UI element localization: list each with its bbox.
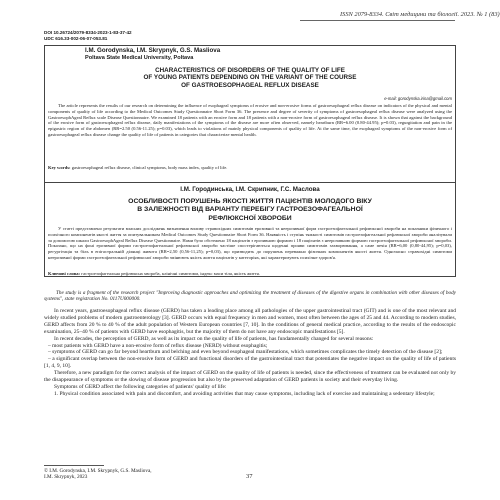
udc-line: UDC 616.33-002-06-07-053.81 <box>44 36 108 42</box>
body-paragraph: 1. Physical condition associated with pain and discomfort, and avoiding activities that may cause symptoms, including lack of exercise and maintaining a sedentary lifestyle; <box>54 390 435 397</box>
english-authors: I.M. Gorodynska, I.M. Skrypnyk, G.S. Masliova <box>85 47 221 54</box>
english-title-line: OF YOUNG PATIENTS DEPENDING ON THE VARIANT OF THE COURSE <box>143 74 357 82</box>
keywords-label: Ключові слова: <box>48 271 81 276</box>
ukrainian-abstract: У статті представлено результати власних досліджень визначення впливу стравохідних симптомів ерозивної та неерозивної форм гастроезофагеальної рефлюксної хвороби на показники фізичного і психічного компонентів якості життя за опитувальником Medical Outcomes Study Questionnaire Short Form 36. Наявність і ступінь тяжкості симптомів гастроезофагеальної рефлюксної хвороби аналізували за допомогою шкали GastroesophAgeal Reflux Disease Questionnaire. Нами було обстежено 18 пацієнтів з ерозивною формою і 18 пацієнтів з неерозивною формою гастроезофагеальної рефлюксної хвороби. Показано, що на фоні ерозивної форми гастроезофагеальної рефлюксної хвороби частіше спостерігаються щоденні прояви симптомів захворювання, а саме печія (RR=6,00 (0,80-44,95); p=0,03), регургітація та біль в епігастральній ділянці живота (RR=2,50 (0,56-11,25); p=0,03), що призводить до порушень переважно фізичних компонентів якості життя. Одночасно стравохідні симптоми неерозивної форми гастроезофагеальної рефлюксної хвороби змінюють якість життя пацієнтів у категоріях, які характеризують психічне здоров'я. <box>48 226 452 260</box>
body-bullet: – a significant overlap between the non-erosive form of GERD and functional disorders of the gastrointestinal tract that potentiates the negative impact on the quality of life of patients [1, 4, 9, 10]. <box>44 356 456 370</box>
doi-line: DOI 10.26724/2079-8334-2023-1-83-37-42 <box>44 30 132 35</box>
ukrainian-title-line: ОСОБЛИВОСТІ ПОРУШЕНЬ ЯКОСТІ ЖИТТЯ ПАЦІЄНТІВ МОЛОДОГО ВІКУ <box>128 198 372 205</box>
ukrainian-title-line: В ЗАЛЕЖНОСТІ ВІД ВАРІАНТУ ПЕРЕБІГУ ГАСТРОЕЗОФАГЕАЛЬНОЇ <box>137 206 363 214</box>
identifier-block <box>44 30 132 42</box>
footer-rule <box>44 465 104 466</box>
ukrainian-keywords <box>48 271 452 277</box>
article-body <box>44 308 456 398</box>
keywords-text: гастроезофагеальна рефлюксна хвороба, клінічні симптоми, індекс маси тіла, якість життя. <box>81 271 260 276</box>
page-number: 37 <box>246 473 253 480</box>
ukrainian-title <box>48 198 452 223</box>
body-bullet: – symptoms of GERD can go far beyond heartburn and belching and even beyond esophageal manifestations, which sometimes complicates the timely detection of the disease [2]; <box>48 349 443 356</box>
body-paragraph: Therefore, a new paradigm for the correct analysis of the impact of GERD on the quality of life of patients is needed, since the effectiveness of treatment can be evaluated not only by the disappearance of symptoms or the slowing of disease progression but also by the preserved adaptation of GERD patients in society and their everyday living. <box>44 370 456 384</box>
journal-header: ISSN 2079-8334. Світ медицини та біології. 2023. № 1 (83) <box>340 11 500 18</box>
keywords-text: gastroesophageal reflux disease, clinical symptoms, body mass index, quality of life. <box>71 165 228 170</box>
author-email: e-mail: gorodynska.irina@gmail.com <box>384 96 452 101</box>
ukrainian-title-line: РЕФЛЮКСНОЇ ХВОРОБИ <box>208 214 292 222</box>
body-paragraph: In recent decades, the perception of GERD, as well as its impact on the quality of life of patients, has fundamentally changed for several reasons: <box>54 335 374 342</box>
body-paragraph: Symptoms of GERD affect the following categories of patients' quality of life: <box>54 383 227 390</box>
keywords-label: Key words: <box>48 165 71 170</box>
english-affiliation: Poltava State Medical University, Poltava <box>85 55 194 61</box>
english-keywords <box>48 165 452 171</box>
copyright-line: © I.M. Gorodynska, I.M. Skrypnyk, G.S. Masliova, <box>44 468 152 474</box>
abstract-divider <box>44 182 456 183</box>
english-title-line: CHARACTERISTICS OF DISORDERS OF THE QUALITY OF LIFE <box>155 67 345 74</box>
research-connection-note: The study is a fragment of the research project "Improving diagnostic approaches and optimizing the treatment of diseases of the digestive organs in combination with other diseases of body systems", state registration No. 0117U000000. <box>44 290 456 303</box>
ukrainian-authors: І.М. Городинська, І.М. Скрипник, Г.С. Маслова <box>180 186 320 193</box>
english-title <box>48 67 452 89</box>
copyright-line: I.M. Skrypnyk, 2023 <box>44 474 88 481</box>
english-title-line: OF GASTROESOPHAGEAL REFLUX DISEASE <box>181 81 319 89</box>
english-abstract: The article represents the results of our research on determining the influence of esophageal symptoms of erosive and non-erosive forms of gastroesophageal reflux disease on indicators of the physical and mental components of quality of life according to the Medical Outcomes Study Questionnaire Short Form 36. The presence and degree of severity of symptoms of gastroesophageal reflux disease were analyzed using the GastroesophAgeal Reflux scale Disease Questionnaire. We examined 18 patients with an erosive form and 18 patients with a non-erosive form of gastroesophageal reflux disease. It is shown that against the background of the erosive form of gastroesophageal reflux disease, daily manifestations of the symptoms of the disease are more often observed, namely heartburn (RR=6.00 (0.80-44.95); p=0.03), regurgitation and pain in the epigastric region of the abdomen (RR=2.50 (0.56-11.25); p=0.03), which leads to violations of mainly physical components of quality of life. At the same time, the esophageal symptoms of the non-erosive form of gastroesophageal reflux disease change the quality of life of patients in categories that characterize mental health. <box>48 103 452 137</box>
header-rule <box>300 20 455 21</box>
body-paragraph: In recent years, gastroesophageal reflux disease (GERD) has taken a leading place among all pathologies of the upper gastrointestinal tract (GIT) and is one of the most relevant and widely studied problems of modern gastroenterology [3]. GERD occurs with equal frequency in men and women, most often between the ages of 25 and 44. According to modern studies, GERD affects from 20 % to 40 % of the adult population of Western European countries [7, 10]. In the conditions of general medical practice, according to the results of the endoscopic examination, 25–40 % of patients with GERD have esophagitis, but the majority of them do not have any endoscopic manifestations [5]. <box>44 308 456 335</box>
body-bullet: – most patients with GERD have a non-erosive form of reflux disease (NERD) without esophagitis; <box>48 342 268 349</box>
copyright-note <box>44 468 152 480</box>
